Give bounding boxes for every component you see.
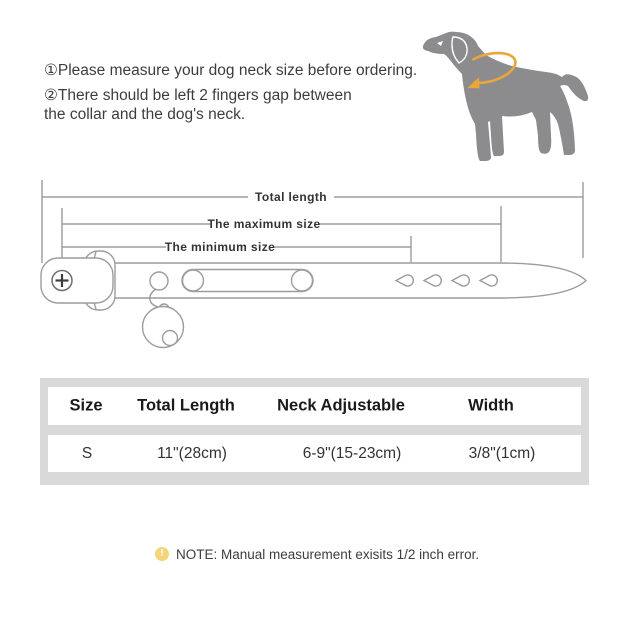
dog-illustration	[412, 24, 598, 169]
size-table-header-row	[48, 387, 581, 425]
size-table	[40, 378, 589, 485]
cell-total-length: 11"(28cm)	[157, 444, 227, 462]
col-header-total-length: Total Length	[137, 396, 235, 415]
dimension-maximum-size	[62, 206, 501, 263]
collar-illustration	[41, 251, 586, 348]
instruction-line-1: ①Please measure your dog neck size before ordering.	[44, 62, 418, 79]
maximum-size-label: The maximum size	[207, 217, 321, 231]
col-header-size: Size	[69, 396, 103, 415]
cell-size: S	[81, 444, 93, 462]
total-length-label: Total length	[255, 190, 327, 204]
minimum-size-label: The minimum size	[164, 240, 276, 254]
dog-silhouette	[423, 32, 588, 161]
warning-icon: !	[155, 547, 169, 561]
cell-neck-adjustable: 6-9"(15-23cm)	[302, 444, 402, 462]
instruction-line-2: ②There should be left 2 fingers gap between	[44, 87, 352, 104]
measuring-instructions	[44, 61, 434, 124]
dimension-minimum-size	[62, 236, 411, 262]
instruction-line-3: the collar and the dog's neck.	[44, 106, 246, 123]
col-header-neck-adjustable: Neck Adjustable	[277, 396, 405, 415]
collar-measurement-diagram	[0, 170, 620, 360]
note-text: NOTE: Manual measurement exisits 1/2 inch error.	[176, 547, 480, 562]
collar-strap	[70, 263, 586, 298]
col-header-width: Width	[468, 396, 514, 415]
cell-width: 3/8"(1cm)	[468, 444, 536, 462]
size-table-data-row	[48, 435, 581, 472]
screw-icon	[52, 271, 72, 291]
